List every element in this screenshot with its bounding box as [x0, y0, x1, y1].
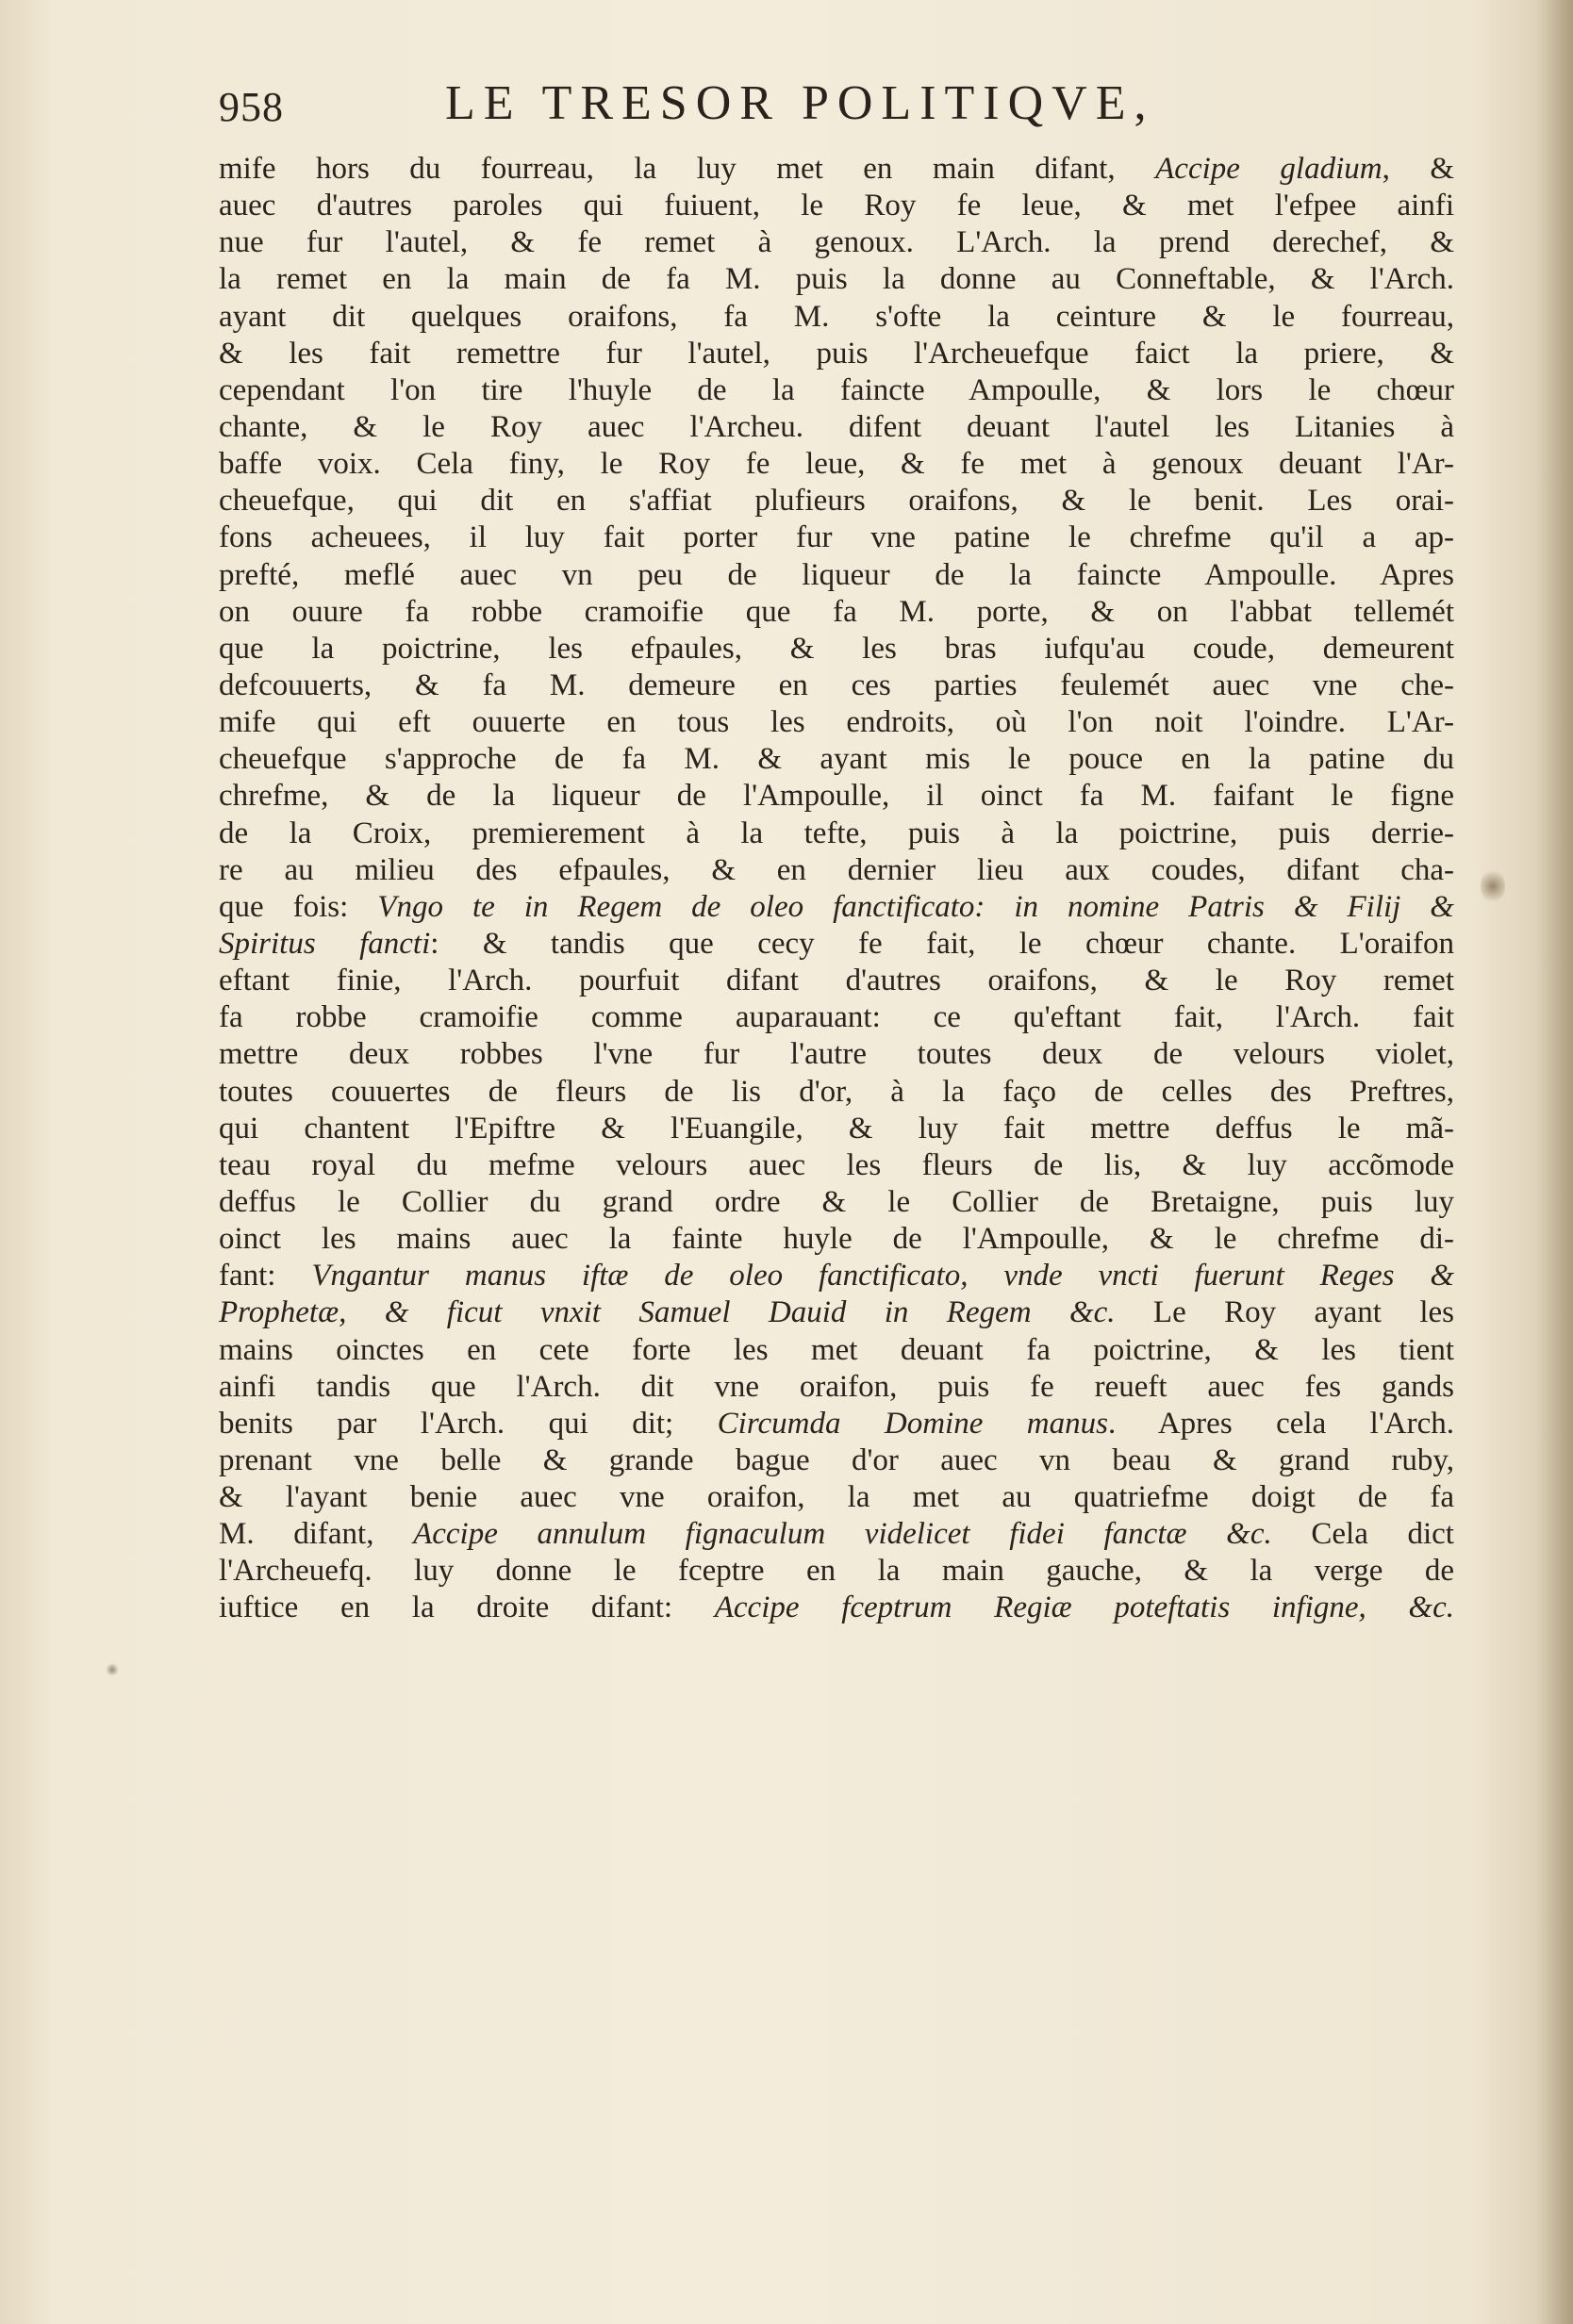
text-line	[219, 372, 1454, 409]
text-line	[219, 299, 1454, 336]
text-run: chante, & le Roy auec l'Archeu. difent deuant l'autel les Litanies à	[219, 409, 1454, 444]
text-line	[219, 519, 1454, 556]
text-line	[219, 999, 1454, 1036]
text-line	[219, 1406, 1454, 1442]
text-run: que la poictrine, les efpaules, & les bras iufqu'au coude, demeurent	[219, 631, 1454, 666]
text-run: benits par l'Arch. qui dit;	[219, 1406, 718, 1441]
text-run: toutes couuertes de fleurs de lis d'or, à la faço de celles des Preftres,	[219, 1074, 1454, 1109]
text-line	[219, 1516, 1454, 1553]
text-run: baffe voix. Cela finy, le Roy fe leue, & fe met à genoux deuant l'Ar-	[219, 447, 1454, 482]
latin-italic-text: Vngantur manus iftæ de oleo fanctificato, vnde vncti fuerunt Reges &	[311, 1259, 1454, 1294]
text-run: on ouure fa robbe cramoifie que fa M. porte, & on l'abbat tellemét	[219, 594, 1454, 629]
text-run: mife qui eft ouuerte en tous les endroits, où l'on noit l'oindre. L'Ar-	[219, 705, 1454, 740]
ink-spot	[106, 1663, 119, 1676]
text-line	[219, 151, 1454, 188]
text-line	[219, 816, 1454, 852]
text-line	[219, 889, 1454, 926]
text-line	[219, 1258, 1454, 1294]
text-run: eftant finie, l'Arch. pourfuit difant d'autres oraifons, & le Roy remet	[219, 964, 1454, 998]
text-line	[219, 224, 1454, 261]
text-run: cheuefque s'approche de fa M. & ayant mis le pouce en la patine du	[219, 742, 1454, 777]
text-run: auec d'autres paroles qui fuiuent, le Roy fe leue, & met l'efpee ainfi	[219, 189, 1454, 223]
text-run: deffus le Collier du grand ordre & le Collier de Bretaigne, puis luy	[219, 1184, 1454, 1219]
text-run: . Apres cela l'Arch.	[1107, 1406, 1454, 1441]
text-line	[219, 741, 1454, 778]
text-run: Cela dict	[1271, 1517, 1454, 1552]
text-line	[219, 1332, 1454, 1369]
text-run: la remet en la main de fa M. puis la donne au Conneftable, & l'Arch.	[219, 262, 1454, 297]
text-run: l'Archeuefq. luy donne le fceptre en la main gauche, & la verge de	[219, 1554, 1454, 1589]
text-run: fant:	[219, 1259, 312, 1294]
text-line	[219, 778, 1454, 815]
text-line	[219, 852, 1454, 889]
latin-italic-text: Vngo te in Regem de oleo fanctificato: in nomine Patris & Filij &	[377, 889, 1454, 924]
text-run: & les fait remettre fur l'autel, puis l'Archeuefque faict la priere, &	[219, 336, 1454, 371]
text-run: fons acheuees, il luy fait porter fur vne patine le chrefme qu'il a ap-	[219, 520, 1454, 555]
text-line	[219, 1553, 1454, 1590]
text-run: ainfi tandis que l'Arch. dit vne oraifon, puis fe reueft auec fes gands	[219, 1369, 1454, 1404]
text-line	[219, 557, 1454, 594]
text-line	[219, 1074, 1454, 1111]
text-line	[219, 1221, 1454, 1258]
text-line	[219, 1369, 1454, 1406]
text-run: cheuefque, qui dit en s'affiat plufieurs oraifons, & le benit. Les orai-	[219, 484, 1454, 519]
text-run: prefté, meflé auec vn peu de liqueur de la faincte Ampoulle. Apres	[219, 557, 1454, 592]
text-run: Le Roy ayant les	[1115, 1295, 1454, 1330]
text-run: mains oinctes en cete forte les met deuant fa poictrine, & les tient	[219, 1332, 1454, 1367]
text-run: nue fur l'autel, & fe remet à genoux. L'Arch. la prend derechef, &	[219, 225, 1454, 260]
text-line	[219, 1294, 1454, 1331]
latin-italic-text: Accipe annulum fignaculum videlicet fidei fanctæ &c.	[413, 1517, 1272, 1552]
running-title: LE TRESOR POLITIQVE,	[445, 76, 1155, 130]
text-line	[219, 704, 1454, 741]
page-number: 958	[219, 84, 284, 130]
text-run: oinct les mains auec la fainte huyle de l'Ampoulle, & le chrefme di-	[219, 1222, 1454, 1257]
text-line	[219, 1479, 1454, 1516]
latin-italic-text: Circumda Domine manus	[717, 1406, 1108, 1441]
text-line	[219, 1590, 1454, 1626]
body-text	[219, 151, 1454, 1627]
text-line	[219, 668, 1454, 704]
text-run: ayant dit quelques oraifons, fa M. s'ofte la ceinture & le fourreau,	[219, 299, 1454, 334]
latin-italic-text: Spiritus fancti	[219, 926, 431, 961]
text-line	[219, 1111, 1454, 1147]
text-line	[219, 1147, 1454, 1184]
text-run: M. difant,	[219, 1517, 414, 1552]
latin-italic-text: Prophetæ, & ficut vnxit Samuel Dauid in Regem &c.	[219, 1295, 1116, 1330]
text-run: de la Croix, premierement à la tefte, puis à la poictrine, puis derrie-	[219, 816, 1454, 850]
text-line	[219, 409, 1454, 446]
text-line	[219, 1184, 1454, 1221]
text-run: que fois:	[219, 889, 378, 924]
page-header	[219, 75, 1350, 151]
text-run: , &	[1382, 152, 1454, 186]
text-run: re au milieu des efpaules, & en dernier lieu aux coudes, difant cha-	[219, 852, 1454, 887]
text-line	[219, 483, 1454, 519]
text-line	[219, 594, 1454, 631]
text-run: mife hors du fourreau, la luy met en main difant,	[219, 152, 1156, 186]
text-line	[219, 336, 1454, 372]
text-line	[219, 963, 1454, 999]
text-run: : & tandis que cecy fe fait, le chœur chante. L'oraifon	[430, 926, 1455, 961]
text-run: & l'ayant benie auec vne oraifon, la met au quatriefme doigt de fa	[219, 1480, 1454, 1515]
text-line	[219, 188, 1454, 224]
text-run: prenant vne belle & grande bague d'or auec vn beau & grand ruby,	[219, 1442, 1454, 1477]
text-run: cependant l'on tire l'huyle de la faincte Ampoulle, & lors le chœur	[219, 372, 1454, 407]
text-line	[219, 926, 1454, 963]
text-line	[219, 446, 1454, 483]
text-run: mettre deux robbes l'vne fur l'autre toutes deux de velours violet,	[219, 1037, 1454, 1072]
ink-spot	[1481, 867, 1505, 905]
text-line	[219, 631, 1454, 668]
text-run: chrefme, & de la liqueur de l'Ampoulle, il oinct fa M. faifant le figne	[219, 779, 1454, 814]
latin-italic-text: Accipe fceptrum Regiæ poteftatis infigne, &c.	[714, 1591, 1454, 1625]
text-run: defcouuerts, & fa M. demeure en ces parties feulemét auec vne che-	[219, 668, 1454, 702]
page-gutter-shadow	[1535, 0, 1573, 2324]
text-run: qui chantent l'Epiftre & l'Euangile, & luy fait mettre deffus le mã-	[219, 1111, 1454, 1146]
text-run: fa robbe cramoifie comme auparauant: ce qu'eftant fait, l'Arch. fait	[219, 1000, 1454, 1035]
text-run: iuftice en la droite difant:	[219, 1591, 715, 1625]
text-line	[219, 1036, 1454, 1073]
text-run: teau royal du mefme velours auec les fleurs de lis, & luy accõmode	[219, 1147, 1454, 1182]
text-line	[219, 261, 1454, 298]
latin-italic-text: Accipe gladium	[1155, 152, 1383, 186]
text-line	[219, 1442, 1454, 1479]
